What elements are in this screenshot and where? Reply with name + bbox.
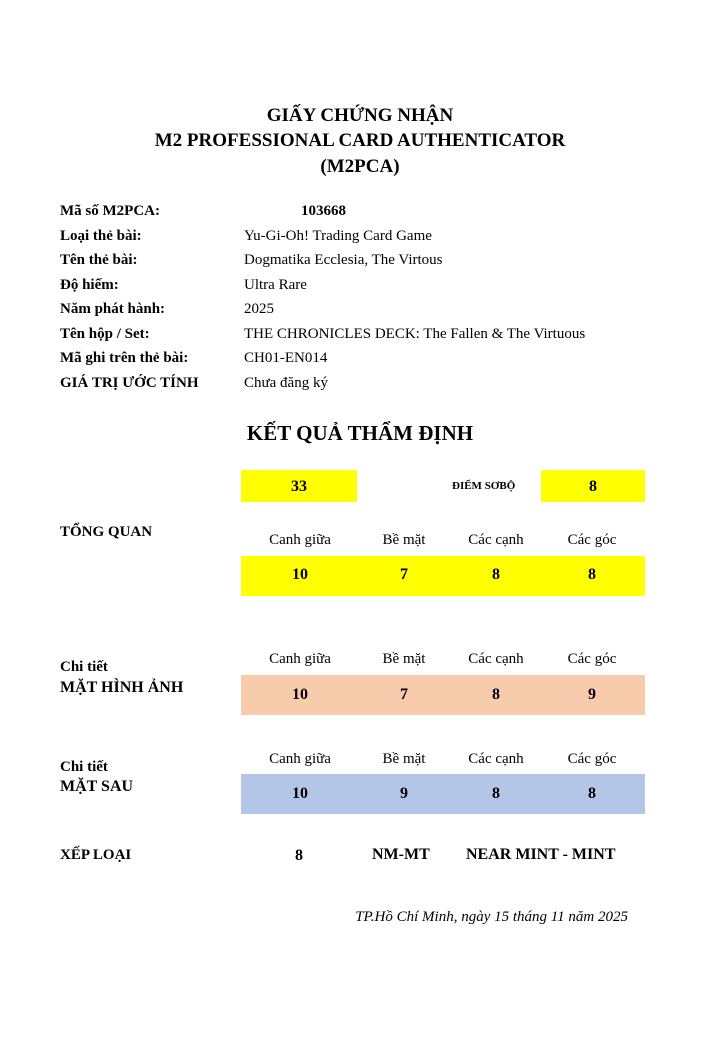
overview-header-edges: Các cạnh (468, 532, 524, 548)
code-label: Mã số M2PCA: (60, 203, 160, 219)
estimate-value: Chưa đăng ký (244, 375, 328, 391)
card-code-value: CH01-EN014 (244, 350, 328, 366)
overview-score-surface: 7 (400, 566, 408, 583)
grade-full: NEAR MINT - MINT (466, 846, 616, 863)
year-label: Năm phát hành: (60, 301, 166, 317)
name-label: Tên thẻ bài: (60, 252, 138, 268)
overview-score-corners: 8 (588, 566, 596, 583)
back-header-edges: Các cạnh (468, 751, 524, 767)
back-score-corners: 8 (588, 785, 596, 802)
front-header-centering: Canh giữa (269, 651, 331, 667)
set-value: THE CHRONICLES DECK: The Fallen & The Virtuous (244, 326, 586, 342)
grade-label: XẾP LOẠI (60, 847, 132, 863)
rarity-label: Độ hiếm: (60, 277, 119, 293)
back-score-centering: 10 (292, 785, 308, 802)
front-label-small: Chi tiết (60, 659, 108, 675)
set-label: Tên hộp / Set: (60, 326, 150, 342)
rarity-value: Ultra Rare (244, 277, 307, 293)
grade-value: 8 (295, 847, 303, 864)
card-code-label: Mã ghi trên thẻ bài: (60, 350, 189, 366)
type-value: Yu-Gi-Oh! Trading Card Game (244, 228, 432, 244)
overview-score-edges: 8 (492, 566, 500, 583)
name-value: Dogmatika Ecclesia, The Virtous (244, 252, 443, 268)
estimate-label: GIÁ TRỊ ƯỚC TÍNH (60, 375, 199, 391)
company-abbr: (M2PCA) (320, 156, 400, 177)
front-score-centering: 10 (292, 686, 308, 703)
back-label: MẶT SAU (60, 778, 134, 795)
back-header-surface: Bề mặt (382, 751, 426, 767)
front-label: MẶT HÌNH ẢNH (60, 679, 184, 696)
place-date: TP.Hồ Chí Minh, ngày 15 tháng 11 năm 2025 (355, 909, 628, 925)
grade-abbr: NM-MT (372, 846, 430, 863)
front-score-edges: 8 (492, 686, 500, 703)
front-score-surface: 7 (400, 686, 408, 703)
company-name: M2 PROFESSIONAL CARD AUTHENTICATOR (154, 130, 566, 151)
back-score-surface: 9 (400, 785, 408, 802)
code-value: 103668 (301, 203, 346, 219)
front-score-corners: 9 (588, 686, 596, 703)
front-header-surface: Bề mặt (382, 651, 426, 667)
year-value: 2025 (244, 301, 274, 317)
back-label-small: Chi tiết (60, 759, 108, 775)
back-header-centering: Canh giữa (269, 751, 331, 767)
result-title: KẾT QUẢ THẨM ĐỊNH (246, 421, 474, 445)
certificate-title: GIẤY CHỨNG NHẬN (266, 105, 454, 126)
overview-score-centering: 10 (292, 566, 308, 583)
back-header-corners: Các góc (567, 751, 617, 767)
front-header-corners: Các góc (567, 651, 617, 667)
overview-header-surface: Bề mặt (382, 532, 426, 548)
total-score: 33 (291, 478, 307, 495)
type-label: Loại thẻ bài: (60, 228, 142, 244)
front-header-edges: Các cạnh (468, 651, 524, 667)
overview-header-centering: Canh giữa (269, 532, 331, 548)
prelim-score: 8 (589, 478, 597, 495)
overview-label: TỔNG QUAN (60, 524, 153, 540)
prelim-label: ĐIỂM SƠBỘ (452, 480, 516, 492)
overview-header-corners: Các góc (567, 532, 617, 548)
back-score-edges: 8 (492, 785, 500, 802)
